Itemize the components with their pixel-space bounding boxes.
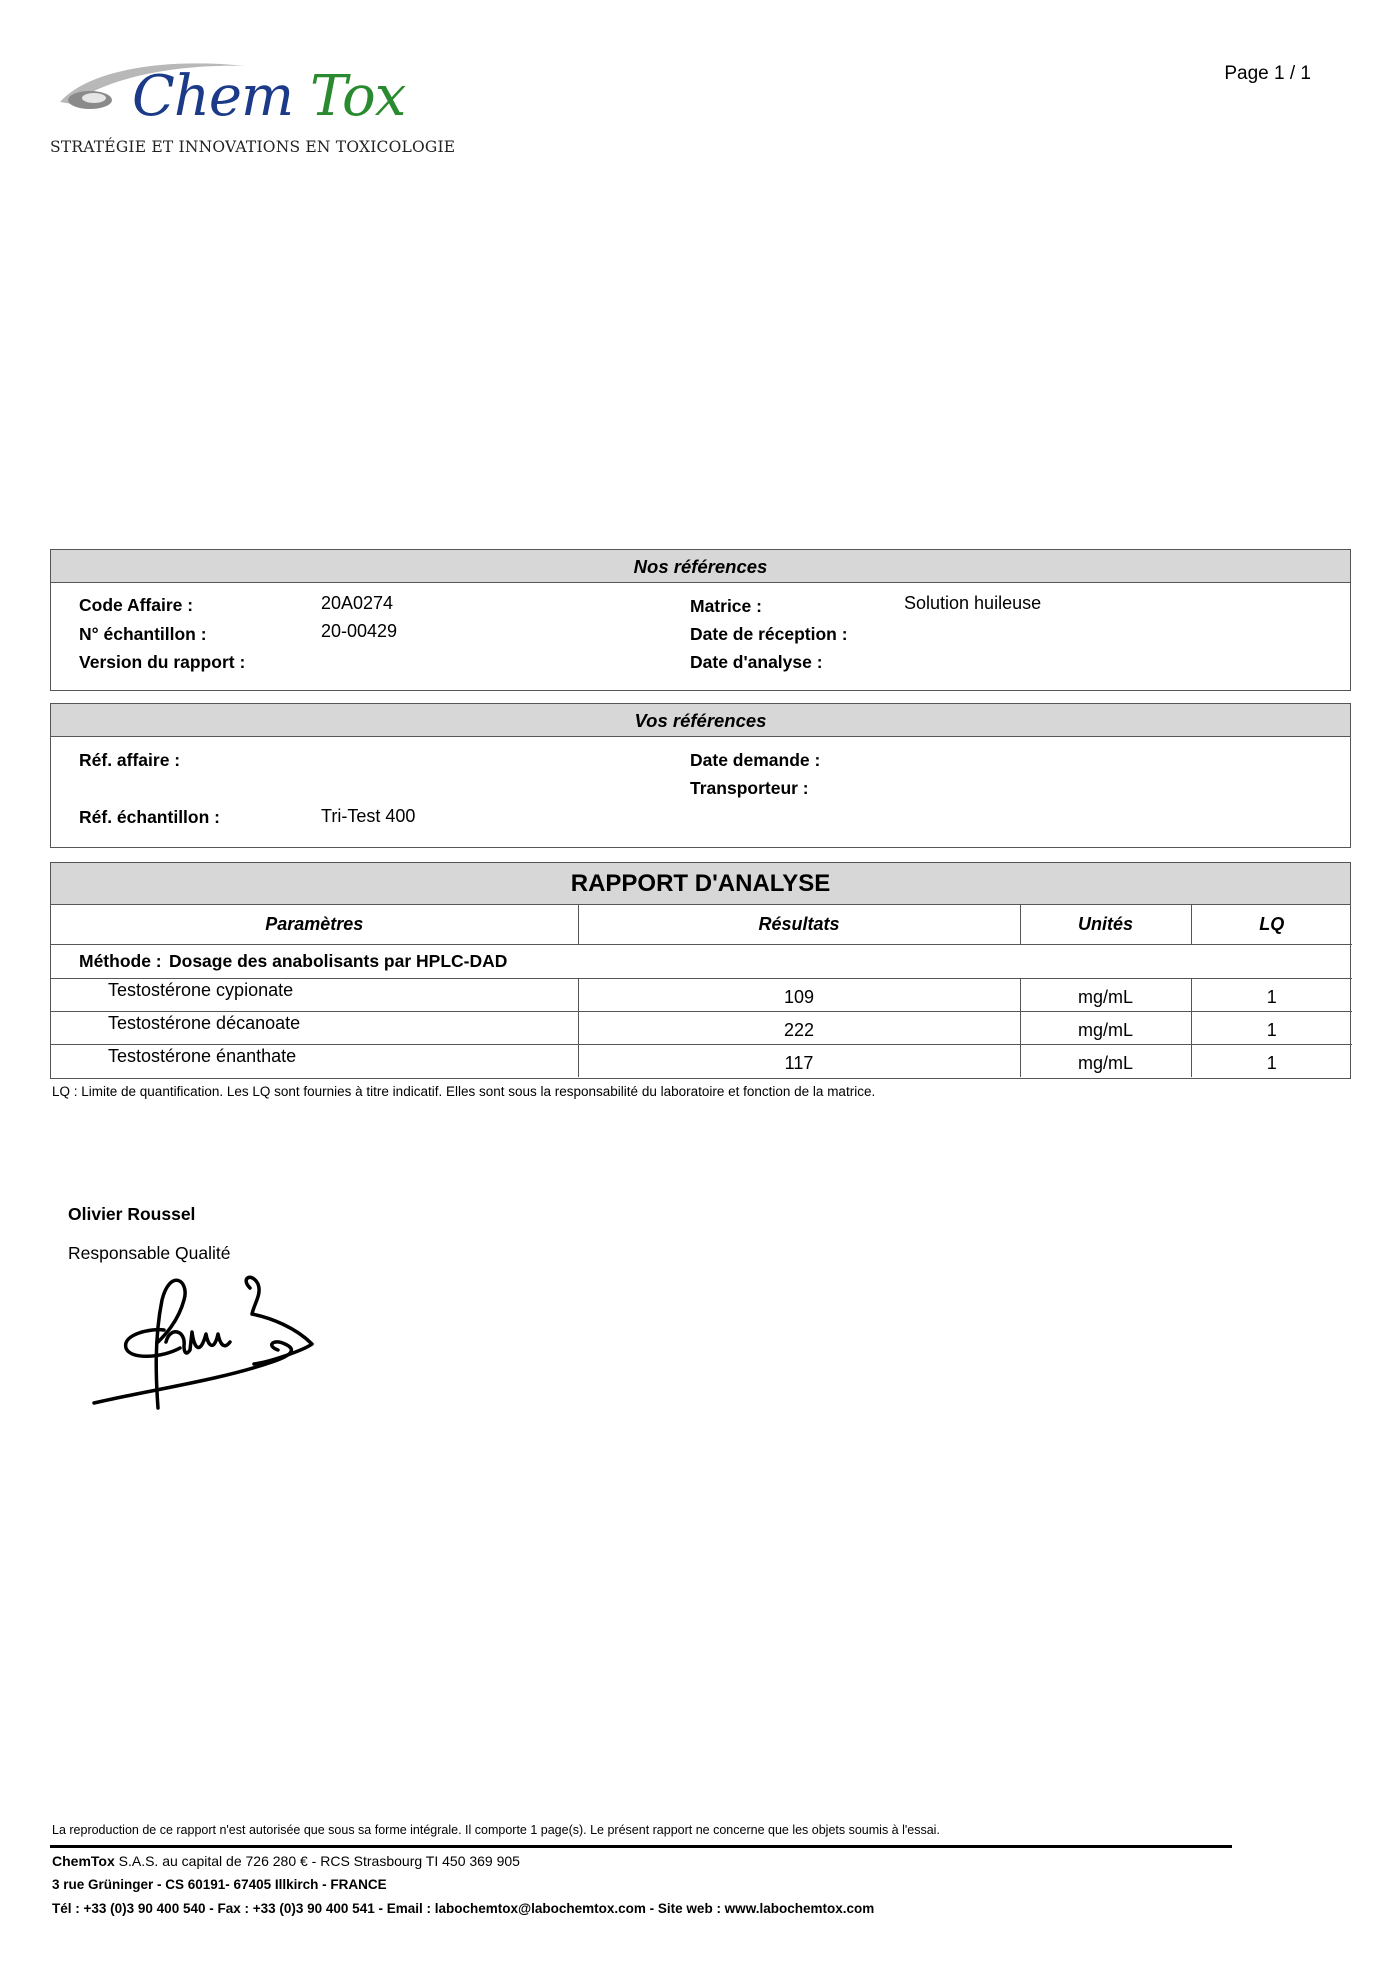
- transporteur-label: Transporteur :: [690, 778, 809, 798]
- nos-references-section: [50, 549, 1351, 691]
- logo-tox-text: Tox: [309, 64, 406, 129]
- vos-references-title: Vos références: [51, 704, 1350, 737]
- rapport-analyse-section: [50, 862, 1351, 1079]
- method-label: Méthode :: [79, 950, 162, 971]
- table-row: [51, 978, 1352, 1011]
- logo-chem-text: Chem: [132, 64, 294, 129]
- echantillon-value: 20-00429: [321, 621, 398, 641]
- signer-role: Responsable Qualité: [68, 1243, 231, 1263]
- table-header-row: [51, 905, 1352, 944]
- footer-company-details: S.A.S. au capital de 726 280 € - RCS Strasbourg TI 450 369 905: [114, 1853, 520, 1869]
- footer-address: 3 rue Grüninger - CS 60191- 67405 Illkirch - FRANCE: [52, 1877, 387, 1892]
- matrice-value: Solution huileuse: [904, 593, 1042, 613]
- version-label: Version du rapport :: [79, 652, 246, 672]
- column-header-unites: Unités: [1020, 905, 1191, 944]
- analyse-label: Date d'analyse :: [690, 652, 823, 672]
- lq-footnote: LQ : Limite de quantification. Les LQ sont fournies à titre indicatif. Elles sont sous la responsabilité du laboratoire et fonction de la matrice.: [52, 1084, 876, 1099]
- unit-cell: mg/mL: [1020, 1044, 1191, 1077]
- footer-company-name: ChemTox: [52, 1853, 115, 1869]
- lq-cell: 1: [1191, 1044, 1352, 1077]
- param-cell: Testostérone énanthate: [51, 1044, 578, 1077]
- footer-disclaimer: La reproduction de ce rapport n'est autorisée que sous sa forme intégrale. Il comporte 1 page(s). Le présent rapport ne concerne que les objets soumis à l'essai.: [52, 1823, 940, 1837]
- footer-contact: Tél : +33 (0)3 90 400 540 - Fax : +33 (0)3 90 400 541 - Email : labochemtox@labochemtox.com - Site web : www.labochemtox.com: [52, 1901, 875, 1916]
- param-cell: Testostérone cypionate: [51, 978, 578, 1011]
- table-row: [51, 1011, 1352, 1044]
- lq-cell: 1: [1191, 1011, 1352, 1044]
- method-row: [51, 944, 1352, 978]
- rapport-title: RAPPORT D'ANALYSE: [51, 863, 1350, 905]
- unit-cell: mg/mL: [1020, 978, 1191, 1011]
- signer-name: Olivier Roussel: [68, 1204, 196, 1224]
- ref-echantillon-label: Réf. échantillon :: [79, 807, 220, 827]
- date-demande-label: Date demande :: [690, 750, 821, 770]
- footer-company: [52, 1853, 520, 1869]
- result-cell: 222: [578, 1011, 1020, 1044]
- lq-cell: 1: [1191, 978, 1352, 1011]
- results-table: [51, 905, 1352, 1077]
- unit-cell: mg/mL: [1020, 1011, 1191, 1044]
- page-number: Page 1 / 1: [1224, 63, 1311, 84]
- nos-references-title: Nos références: [51, 550, 1350, 583]
- code-affaire-label: Code Affaire :: [79, 595, 194, 615]
- method-value: Dosage des anabolisants par HPLC-DAD: [169, 950, 508, 971]
- code-affaire-value: 20A0274: [321, 593, 394, 613]
- column-header-resultats: Résultats: [578, 905, 1020, 944]
- footer-divider: [50, 1845, 1232, 1848]
- result-cell: 109: [578, 978, 1020, 1011]
- matrice-label: Matrice :: [690, 596, 762, 616]
- table-row: [51, 1044, 1352, 1077]
- column-header-parametres: Paramètres: [51, 905, 578, 944]
- vos-references-section: [50, 703, 1351, 848]
- ref-echantillon-value: Tri-Test 400: [321, 806, 416, 826]
- company-logo: [50, 58, 456, 158]
- echantillon-label: N° échantillon :: [79, 624, 207, 644]
- column-header-lq: LQ: [1191, 905, 1352, 944]
- result-cell: 117: [578, 1044, 1020, 1077]
- handwritten-signature: [90, 1270, 330, 1420]
- ref-affaire-label: Réf. affaire :: [79, 750, 181, 770]
- param-cell: Testostérone décanoate: [51, 1011, 578, 1044]
- reception-label: Date de réception :: [690, 624, 848, 644]
- logo-tagline: STRATÉGIE ET INNOVATIONS EN TOXICOLOGIE: [50, 138, 456, 156]
